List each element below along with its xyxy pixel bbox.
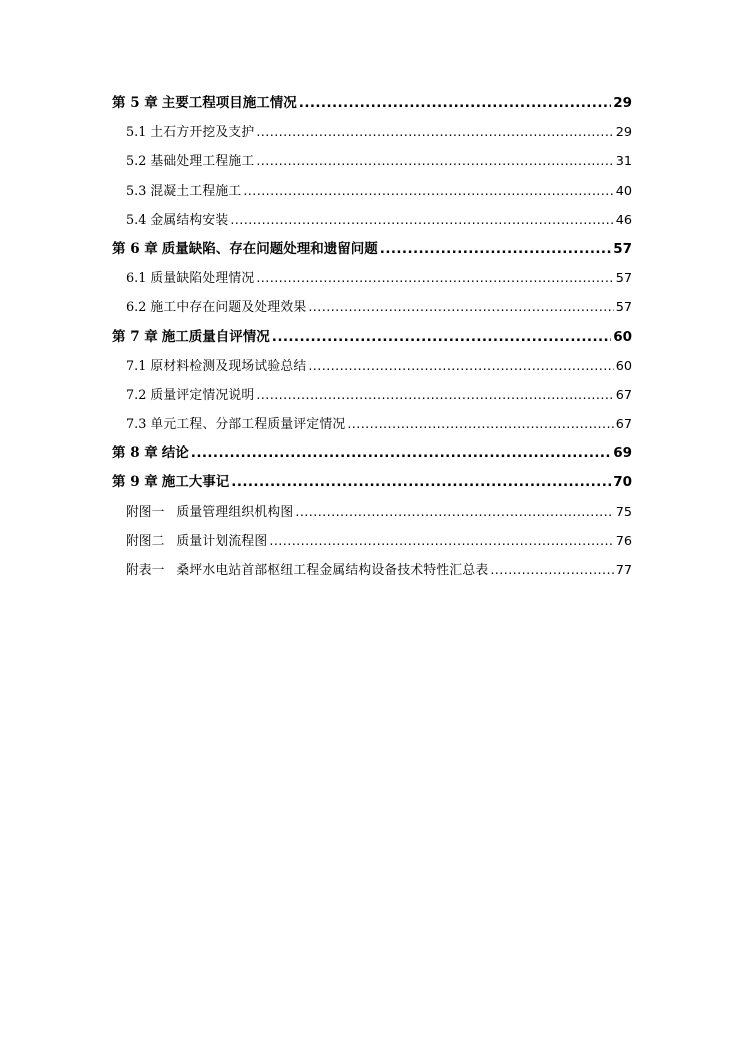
toc-dot-leader xyxy=(191,439,611,468)
toc-entry-title: 质量缺陷处理情况 xyxy=(150,271,255,287)
toc-entry-number: 第 8 章 xyxy=(112,445,158,462)
toc-dot-leader xyxy=(308,293,613,322)
toc-entry-title: 质量管理组织机构图 xyxy=(176,504,294,520)
toc-entry-number: 5.3 xyxy=(126,183,147,199)
toc-entry-title: 质量评定情况说明 xyxy=(150,387,255,403)
toc-dot-leader xyxy=(269,527,613,556)
table-of-contents xyxy=(112,89,632,585)
toc-entry-number: 7.1 xyxy=(126,358,147,374)
toc-entry-number: 7.2 xyxy=(126,387,147,403)
toc-entry-number: 附图一 xyxy=(126,504,165,520)
toc-entry-title: 金属结构安装 xyxy=(150,212,229,228)
toc-entry-title: 桑坪水电站首部枢纽工程金属结构设备技术特性汇总表 xyxy=(176,563,489,578)
toc-entry-title: 施工质量自评情况 xyxy=(161,328,270,345)
toc-entry-5-1[interactable] xyxy=(112,118,632,147)
toc-entry-number: 6.2 xyxy=(126,300,147,316)
toc-entry-page: 29 xyxy=(615,125,632,141)
toc-entry-title: 混凝土工程施工 xyxy=(150,183,242,199)
toc-dot-leader xyxy=(243,177,613,206)
toc-entry-page: 67 xyxy=(615,387,632,403)
toc-dot-leader xyxy=(256,264,613,293)
toc-entry-number: 6.1 xyxy=(126,271,147,287)
toc-entry-7-1[interactable] xyxy=(112,352,632,381)
toc-entry-number: 第 5 章 xyxy=(112,95,158,111)
toc-dot-leader xyxy=(256,147,613,176)
toc-entry-number: 附表一 xyxy=(126,563,165,578)
toc-entry-appendix-figure-2[interactable] xyxy=(112,527,632,556)
toc-entry-7-2[interactable] xyxy=(112,381,632,410)
toc-entry-number: 第 9 章 xyxy=(112,474,158,491)
toc-entry-page: 31 xyxy=(615,154,632,170)
toc-entry-page: 70 xyxy=(613,474,632,491)
toc-entry-title: 土石方开挖及支护 xyxy=(150,125,255,141)
toc-dot-leader xyxy=(256,118,613,147)
toc-entry-5-4[interactable] xyxy=(112,206,632,235)
toc-entry-page: 75 xyxy=(615,504,632,520)
toc-entry-5-2[interactable] xyxy=(112,147,632,176)
toc-entry-page: 40 xyxy=(615,183,632,199)
toc-entry-title: 质量计划流程图 xyxy=(176,533,268,549)
toc-entry-title: 施工大事记 xyxy=(161,474,230,491)
toc-entry-title: 施工中存在问题及处理效果 xyxy=(150,300,307,316)
toc-dot-leader xyxy=(295,498,613,527)
toc-entry-page: 67 xyxy=(615,417,632,433)
toc-dot-leader xyxy=(231,468,611,497)
toc-entry-title: 单元工程、分部工程质量评定情况 xyxy=(150,417,346,433)
toc-entry-number: 附图二 xyxy=(126,533,165,549)
toc-entry-page: 46 xyxy=(615,212,632,228)
toc-entry-page: 60 xyxy=(615,358,632,374)
toc-entry-chapter-8[interactable] xyxy=(112,439,632,468)
toc-entry-number: 5.4 xyxy=(126,212,147,228)
toc-entry-page: 57 xyxy=(615,271,632,287)
toc-dot-leader xyxy=(490,556,613,585)
toc-entry-appendix-table-1[interactable] xyxy=(112,556,632,585)
toc-dot-leader xyxy=(256,381,613,410)
toc-entry-title: 质量缺陷、存在问题处理和遗留问题 xyxy=(161,240,378,257)
toc-entry-page: 69 xyxy=(613,445,632,462)
toc-entry-chapter-5[interactable] xyxy=(112,89,632,118)
toc-entry-page: 76 xyxy=(615,533,632,549)
toc-entry-6-2[interactable] xyxy=(112,293,632,322)
toc-entry-page: 57 xyxy=(615,300,632,316)
toc-entry-5-3[interactable] xyxy=(112,177,632,206)
toc-entry-chapter-7[interactable] xyxy=(112,323,632,352)
toc-dot-leader xyxy=(347,410,613,439)
toc-entry-title: 基础处理工程施工 xyxy=(150,154,255,170)
toc-entry-number: 5.1 xyxy=(126,125,147,141)
toc-entry-number: 5.2 xyxy=(126,154,147,170)
toc-entry-number: 第 7 章 xyxy=(112,328,158,345)
toc-entry-title: 结论 xyxy=(161,445,189,462)
toc-entry-page: 77 xyxy=(615,563,632,578)
toc-dot-leader xyxy=(380,235,611,264)
toc-entry-appendix-figure-1[interactable] xyxy=(112,498,632,527)
toc-dot-leader xyxy=(308,352,613,381)
toc-entry-title: 主要工程项目施工情况 xyxy=(161,95,297,111)
toc-dot-leader xyxy=(272,323,611,352)
toc-entry-page: 60 xyxy=(613,328,632,345)
toc-dot-leader xyxy=(230,206,613,235)
toc-entry-number: 7.3 xyxy=(126,417,147,433)
toc-entry-number: 第 6 章 xyxy=(112,240,158,257)
toc-dot-leader xyxy=(299,89,611,118)
toc-entry-chapter-9[interactable] xyxy=(112,468,632,497)
toc-entry-6-1[interactable] xyxy=(112,264,632,293)
toc-entry-7-3[interactable] xyxy=(112,410,632,439)
toc-entry-page: 29 xyxy=(613,95,632,111)
toc-entry-page: 57 xyxy=(613,240,632,257)
toc-entry-chapter-6[interactable] xyxy=(112,235,632,264)
toc-entry-title: 原材料检测及现场试验总结 xyxy=(150,358,307,374)
